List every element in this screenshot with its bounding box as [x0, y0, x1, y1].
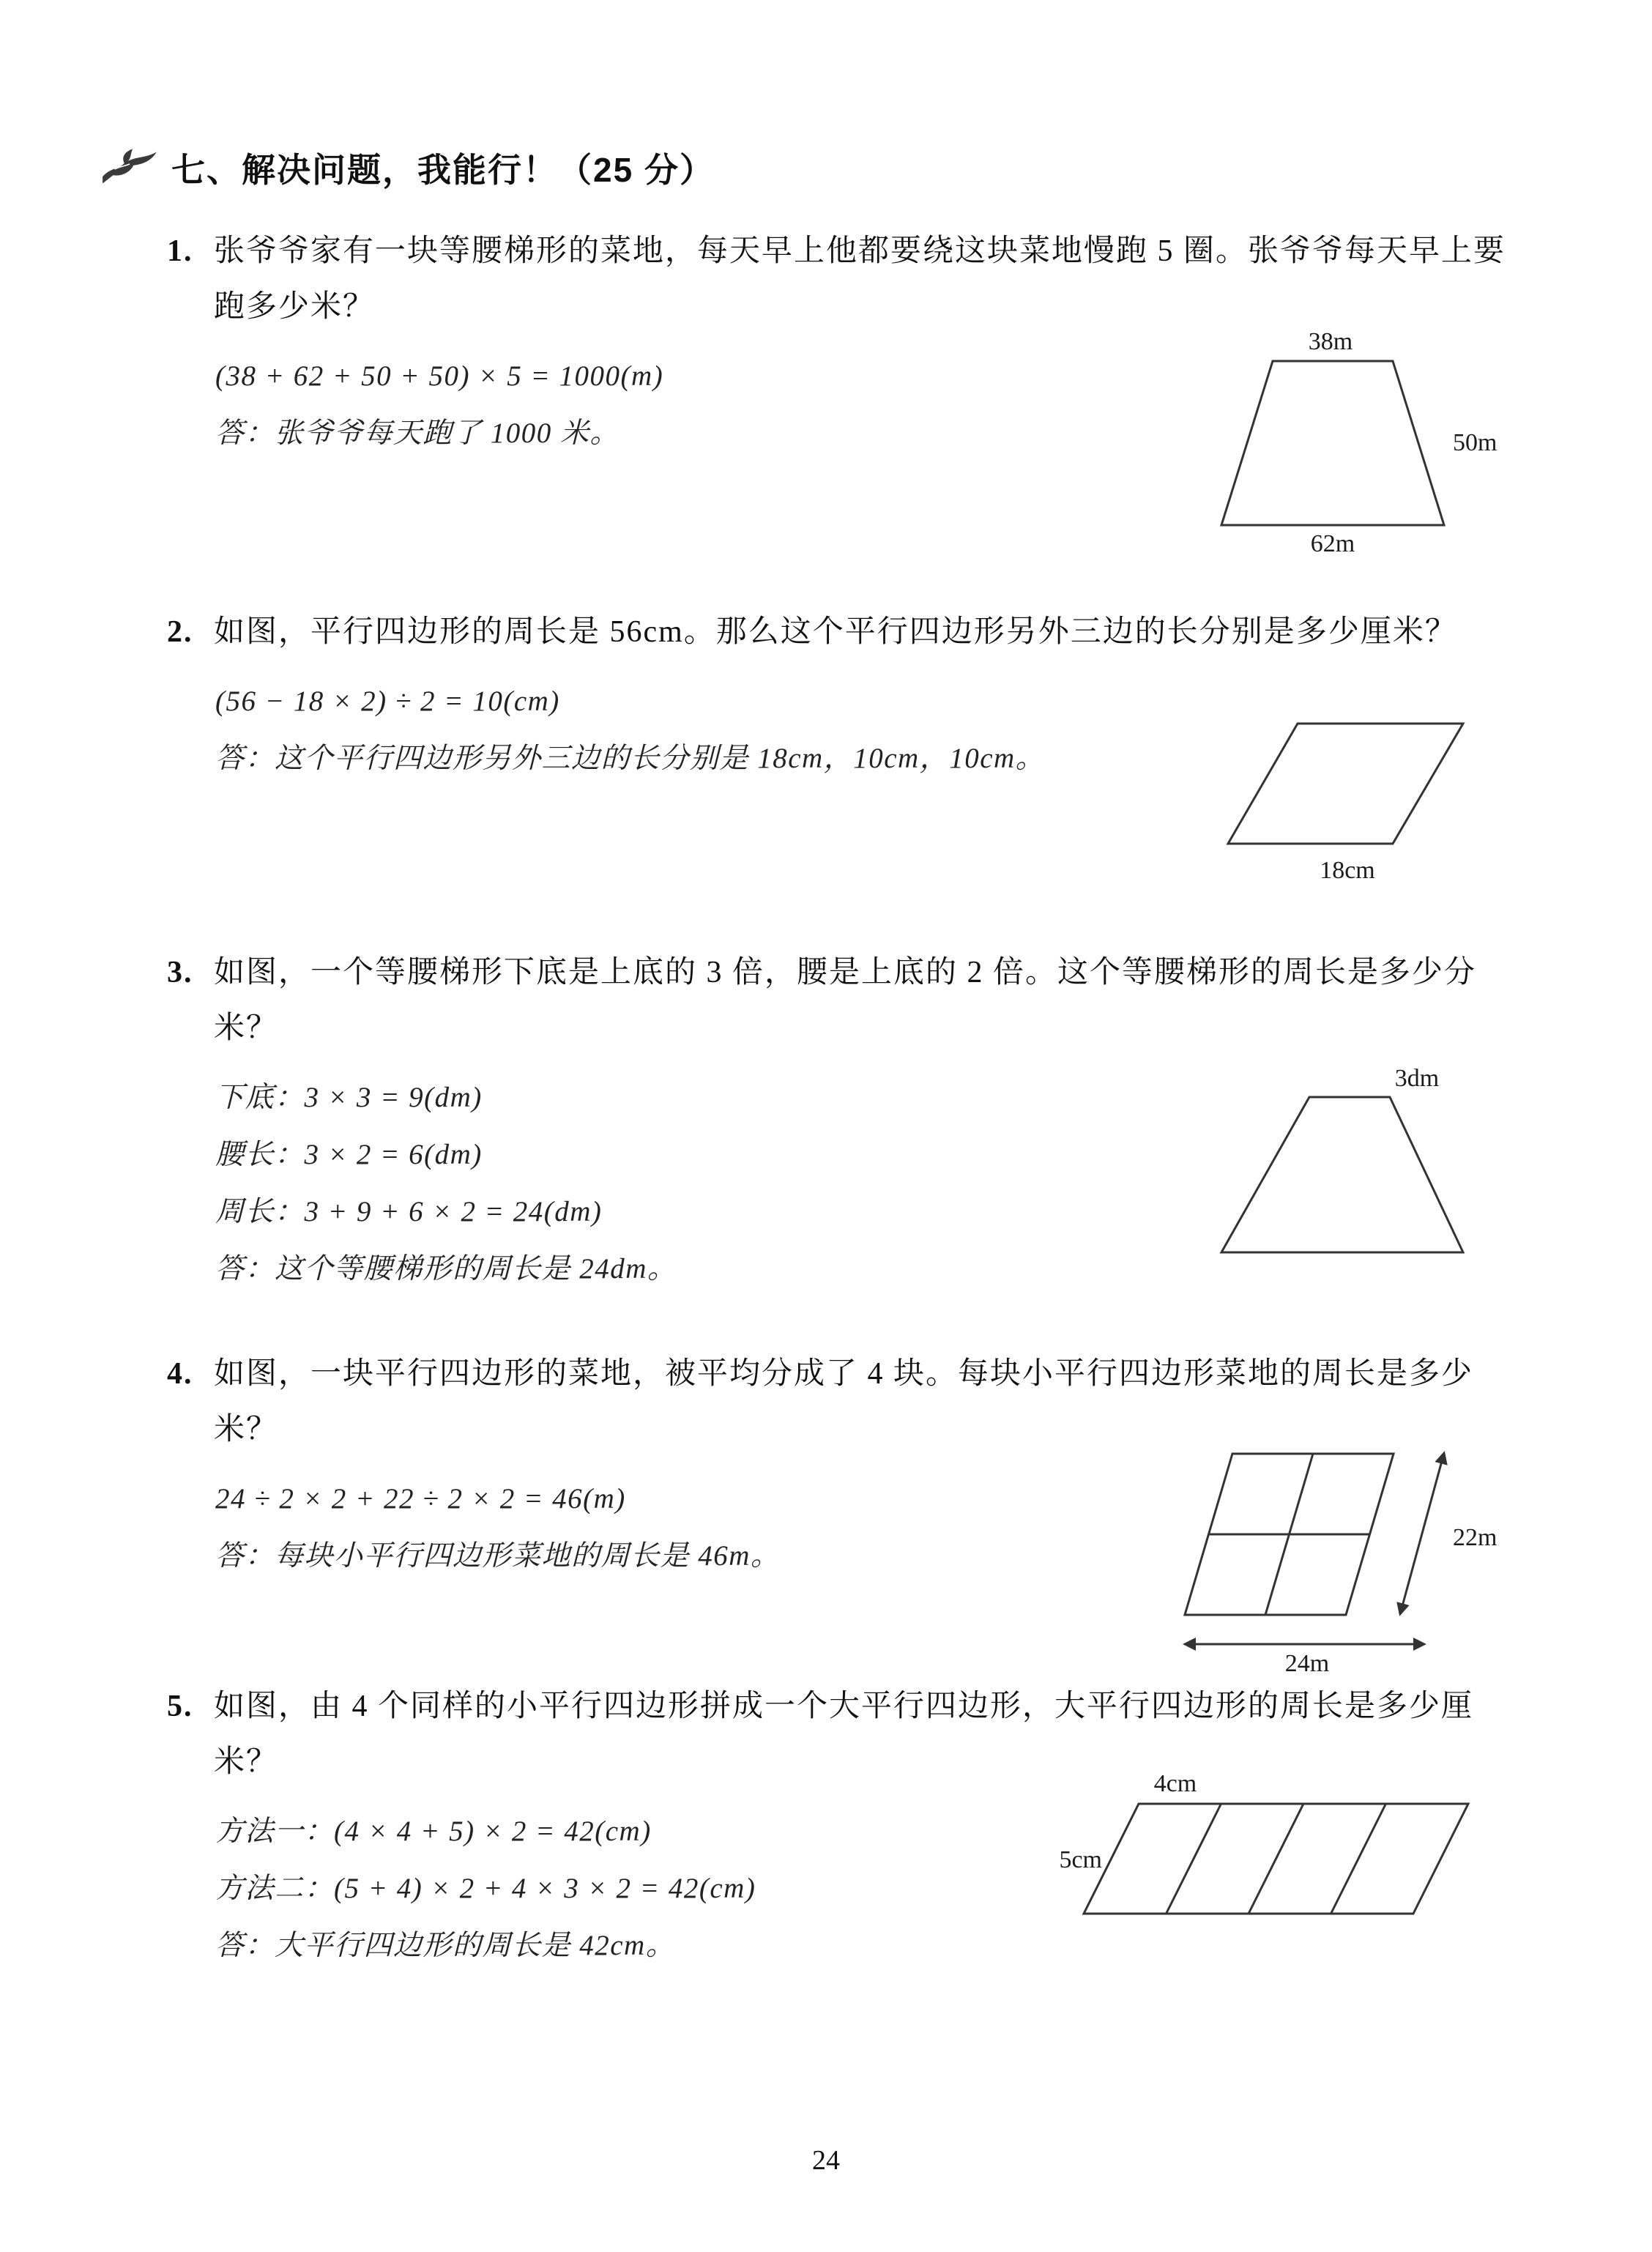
work-line: 腰长：3 × 2 = 6(dm)	[215, 1139, 483, 1170]
bird-icon	[100, 146, 160, 189]
question-text: 如图，一个等腰梯形下底是上底的 3 倍，腰是上底的 2 倍。这个等腰梯形的周长是多少分米？	[214, 956, 1477, 1045]
answer-work	[167, 1471, 1192, 1585]
strip-divider-line	[1249, 1804, 1303, 1914]
figure-bottom-label: 62m	[1310, 530, 1355, 557]
problem-number: 5.	[167, 1690, 193, 1723]
problem-number: 4.	[167, 1357, 193, 1391]
problem-question	[167, 223, 1511, 335]
work-line: 24 ÷ 2 × 2 + 22 ÷ 2 × 2 = 46(m)	[215, 1483, 626, 1515]
work-line: (56 − 18 × 2) ÷ 2 = 10(cm)	[215, 685, 560, 717]
answer-work	[167, 673, 1192, 787]
trapezoid-figure-1	[1186, 326, 1516, 557]
question-text: 如图，一块平行四边形的菜地，被平均分成了 4 块。每块小平行四边形菜地的周长是多少米？	[214, 1357, 1474, 1446]
answer-work	[167, 348, 1192, 462]
strip-divider-line	[1167, 1804, 1221, 1914]
problem-question	[167, 945, 1511, 1056]
work-line: 下底：3 × 3 = 9(dm)	[215, 1082, 483, 1113]
problem-question	[167, 604, 1511, 660]
work-line: 方法二：(5 + 4) × 2 + 4 × 3 × 2 = 42(cm)	[215, 1873, 756, 1904]
trapezoid-shape	[1221, 1097, 1463, 1252]
figure-right-label: 50m	[1453, 429, 1497, 456]
work-line: (38 + 62 + 50 + 50) × 5 = 1000(m)	[215, 360, 664, 392]
parallelogram-shape	[1228, 724, 1463, 844]
answer-line: 答：这个平行四边形另外三边的长分别是 18cm，10cm，10cm。	[215, 743, 1046, 774]
answer-line: 答：每块小平行四边形菜地的周长是 46m。	[215, 1540, 781, 1572]
page-number: 24	[812, 2145, 840, 2176]
figure-top-label: 38m	[1308, 328, 1353, 355]
problem-number: 1.	[167, 234, 193, 268]
section-title: 七、解决问题，我能行！（25 分）	[171, 151, 715, 189]
figure-left-label: 5cm	[1059, 1846, 1102, 1873]
trapezoid-figure-3	[1205, 1058, 1483, 1271]
strip-divider-line	[1331, 1804, 1386, 1914]
section-header	[100, 144, 715, 192]
figure-bottom-label: 24m	[1284, 1650, 1330, 1673]
divided-parallelogram-figure-4	[1164, 1428, 1516, 1673]
side-dimension-arrow	[1400, 1453, 1444, 1614]
problem-number: 2.	[167, 615, 193, 649]
figure-right-label: 22m	[1453, 1524, 1497, 1551]
question-text: 如图，由 4 个同样的小平行四边形拼成一个大平行四边形，大平行四边形的周长是多少厘米？	[214, 1690, 1474, 1779]
answer-line: 答：这个等腰梯形的周长是 24dm。	[215, 1253, 677, 1285]
trapezoid-shape	[1221, 361, 1444, 525]
figure-top-label: 4cm	[1153, 1771, 1197, 1797]
answer-line: 答：张爷爷每天跑了 1000 米。	[215, 417, 620, 449]
answer-work	[167, 1069, 1192, 1298]
problem-number: 3.	[167, 956, 193, 989]
figure-bottom-label: 18cm	[1320, 857, 1375, 884]
work-line: 周长：3 + 9 + 6 × 2 = 24(dm)	[215, 1196, 603, 1227]
strip-parallelogram-figure-5	[1025, 1771, 1508, 1939]
parallelogram-figure-2	[1208, 699, 1487, 886]
question-text: 如图，平行四边形的周长是 56cm。那么这个平行四边形另外三边的长分别是多少厘米？	[214, 615, 1457, 649]
work-line: 方法一：(4 × 4 + 5) × 2 = 42(cm)	[215, 1816, 652, 1847]
figure-top-label: 3dm	[1394, 1065, 1440, 1092]
answer-line: 答：大平行四边形的周长是 42cm。	[215, 1930, 676, 1961]
question-text: 张爷爷家有一块等腰梯形的菜地，每天早上他都要绕这块菜地慢跑 5 圈。张爷爷每天早上要跑多少米？	[214, 234, 1506, 324]
